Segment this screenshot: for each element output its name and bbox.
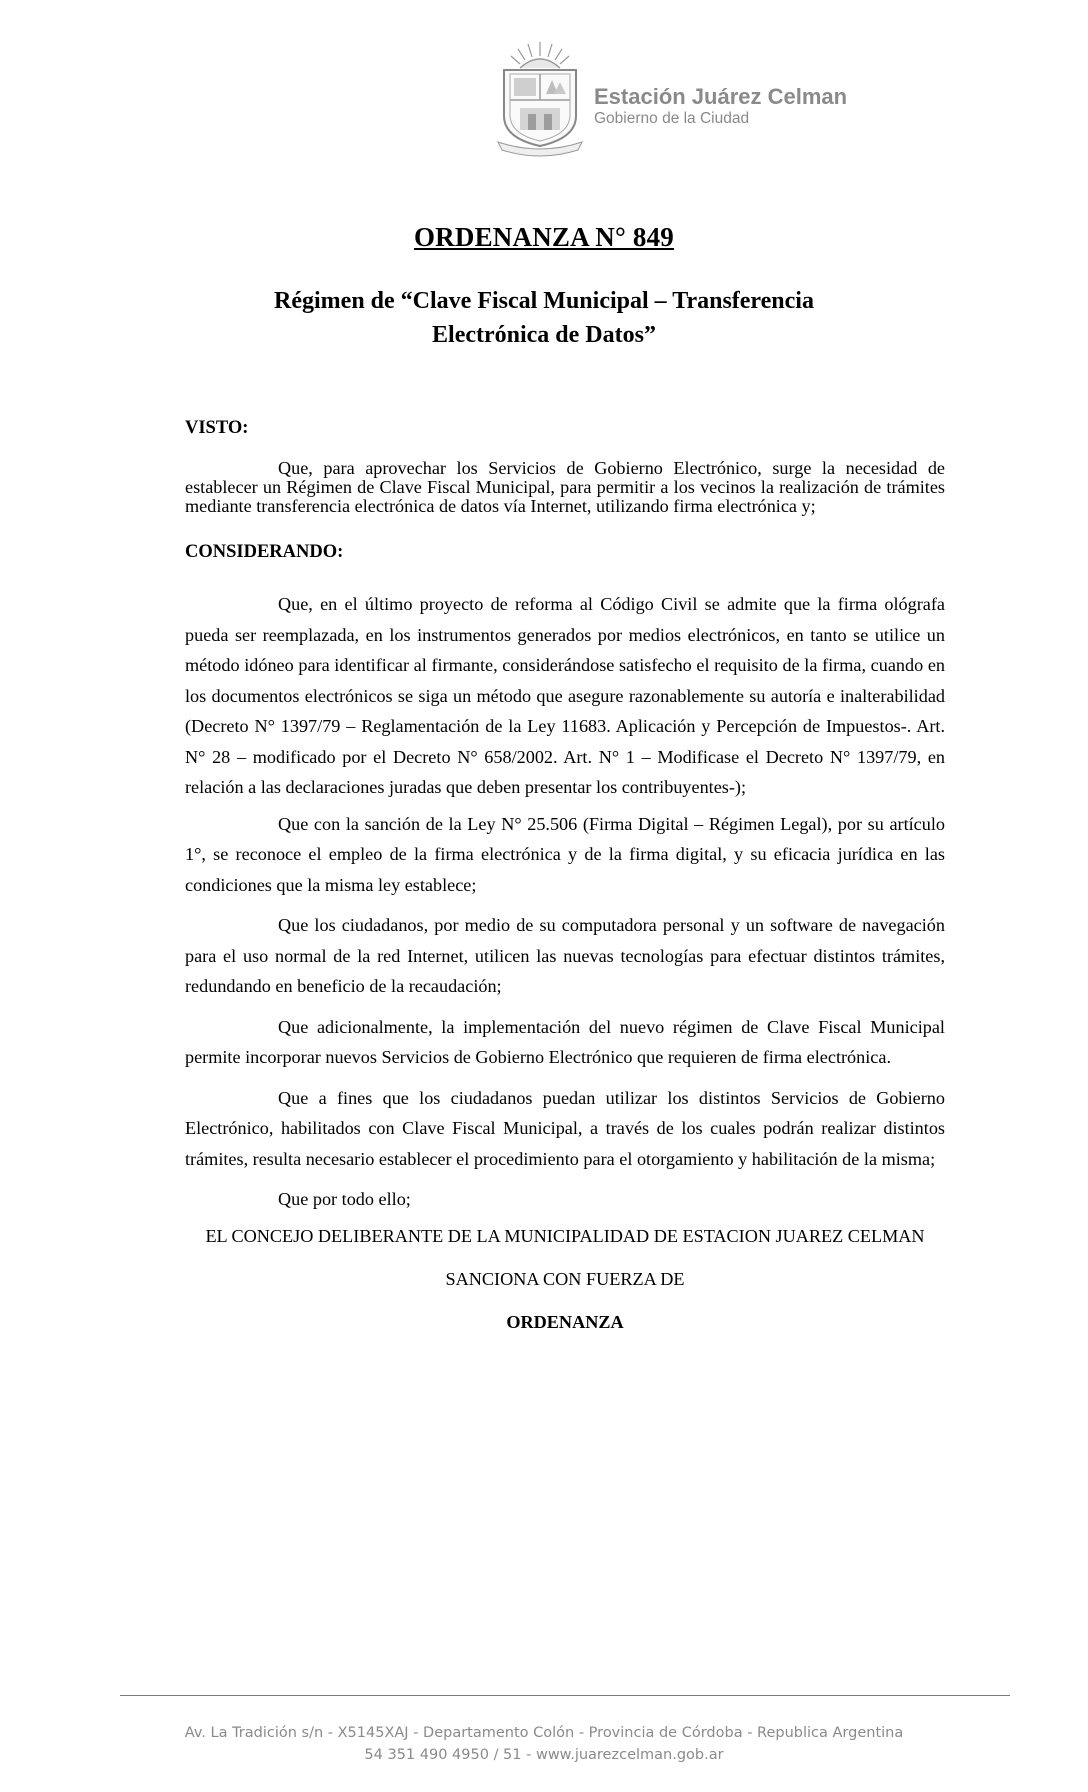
considerando-heading: CONSIDERANDO: [185, 542, 344, 562]
coat-of-arms-icon [490, 38, 590, 158]
organization-name: Estación Juárez Celman [594, 84, 848, 109]
footer-divider [120, 1695, 1010, 1696]
subtitle-line-2: Electrónica de Datos” [432, 322, 656, 348]
concejo-statement: EL CONCEJO DELIBERANTE DE LA MUNICIPALIDAD DE ESTACION JUAREZ CELMAN [205, 1225, 925, 1246]
organization-subtitle: Gobierno de la Ciudad [594, 110, 750, 127]
footer-address: Av. La Tradición s/n - X5145XAJ - Departamento Colón - Provincia de Córdoba - Republica Argentina [184, 1725, 904, 1741]
considerando-paragraph: Que con la sanción de la Ley N° 25.506 (Firma Digital – Régimen Legal), por su artículo 1°, se reconoce el empleo de la firma electrónica y de la firma digital, y su eficacia jurídica en las condiciones que la misma ley establece; [185, 813, 945, 895]
document-body [185, 418, 945, 1332]
visto-paragraph: Que, para aprovechar los Servicios de Gobierno Electrónico, surge la necesidad de establecer un Régimen de Clave Fiscal Municipal, para permitir a los vecinos la realización de trámites mediante transferencia electrónica de datos vía Internet, utilizando firma electrónica y; [185, 458, 945, 516]
sanciona-statement: SANCIONA CON FUERZA DE [445, 1268, 685, 1289]
considerando-paragraph: Que a fines que los ciudadanos puedan utilizar los distintos Servicios de Gobierno Electrónico, habilitados con Clave Fiscal Municipal, a través de los cuales podrán realizar distintos trámites, resulta necesario establecer el procedimiento para el otorgamiento y habilitación de la misma; [185, 1087, 945, 1169]
document-subtitle [200, 284, 888, 352]
subtitle-line-1: Régimen de “Clave Fiscal Municipal – Transferencia [274, 288, 814, 314]
document-title: ORDENANZA N° 849 [413, 222, 675, 252]
considerando-paragraph: Que adicionalmente, la implementación del nuevo régimen de Clave Fiscal Municipal permite incorporar nuevos Servicios de Gobierno Electrónico que requieren de firma electrónica. [185, 1016, 945, 1067]
considerando-paragraph: Que los ciudadanos, por medio de su computadora personal y un software de navegación para el uso normal de la red Internet, utilicen las nuevas tecnologías para efectuar distintos trámites, redundando en beneficio de la recaudación; [185, 915, 945, 996]
considerando-paragraph: Que por todo ello; [278, 1189, 411, 1209]
ordenanza-heading: ORDENANZA [506, 1311, 624, 1332]
organization-header [594, 84, 847, 128]
footer-contact: 54 351 490 4950 / 51 - www.juarezcelman.gob.ar [364, 1747, 724, 1763]
considerando-paragraph: Que, en el último proyecto de reforma al Código Civil se admite que la firma ológrafa pueda ser reemplazada, en los instrumentos generados por medios electrónicos, en tanto se utilice un método idóneo para identificar al firmante, considerándose satisfecho el requisito de la firma, cuando en los documentos electrónicos se siga un método que asegure razonablemente su autoría e inalterabilidad (Decreto N° 1397/79 – Reglamentación de la Ley 11683. Aplicación y Percepción de Impuestos-. Art. N° 28 – modificado por el Decreto N° 658/2002. Art. N° 1 – Modificase el Decreto N° 1397/79, en relación a las declaraciones juradas que deben presentar los contribuyentes-); [185, 594, 945, 797]
visto-heading: VISTO: [185, 418, 249, 438]
footer [0, 1722, 1088, 1766]
